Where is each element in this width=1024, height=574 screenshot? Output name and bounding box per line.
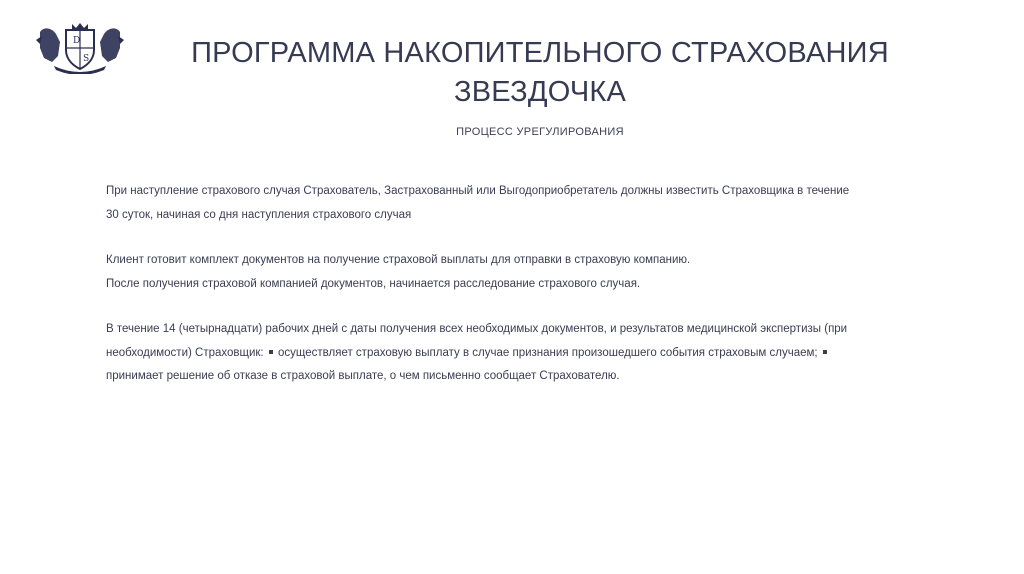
bullet-icon: [823, 350, 827, 354]
paragraph-3-line-1: В течение 14 (четырнадцати) рабочих дней с даты получения всех необходимых документов, и результатов медицинской экспертизы (при: [106, 323, 848, 335]
logo-letter-d: D: [73, 36, 81, 46]
paragraph-notification: [106, 180, 906, 227]
page-title: [140, 34, 940, 112]
paragraph-1-line-2: 30 суток, начиная со дня наступления страхового случая: [106, 208, 412, 221]
paragraph-1-line-1: При наступление страхового случая Страхователь, Застрахованный или Выгодоприобретатель должны известить Страховщика в течение: [106, 185, 850, 197]
logo-letter-s: S: [83, 54, 90, 64]
bullet-icon: [269, 350, 273, 354]
paragraph-3-line-2a: необходимости) Страховщик:: [106, 346, 264, 359]
paragraph-2-line-1: Клиент готовит комплект документов на получение страховой выплаты для отправки в страховую компанию.: [106, 254, 691, 266]
paragraph-decision: [106, 318, 906, 389]
ds-crest-logo-icon: [34, 22, 126, 74]
paragraph-2-line-2: После получения страховой компанией документов, начинается расследование страхового случая.: [106, 277, 641, 290]
content-body: [106, 180, 906, 389]
paragraph-documents: [106, 249, 906, 296]
title-line-2: ЗВЕЗДОЧКА: [453, 76, 626, 108]
paragraph-3-line-2b: осуществляет страховую выплату в случае признания произошедшего события страховым случаем;: [278, 346, 818, 359]
title-line-1: ПРОГРАММА НАКОПИТЕЛЬНОГО СТРАХОВАНИЯ: [191, 37, 889, 69]
page-subtitle: ПРОЦЕСС УРЕГУЛИРОВАНИЯ: [456, 126, 624, 138]
paragraph-3-line-3: принимает решение об отказе в страховой выплате, о чем письменно сообщает Страхователю.: [106, 370, 620, 382]
